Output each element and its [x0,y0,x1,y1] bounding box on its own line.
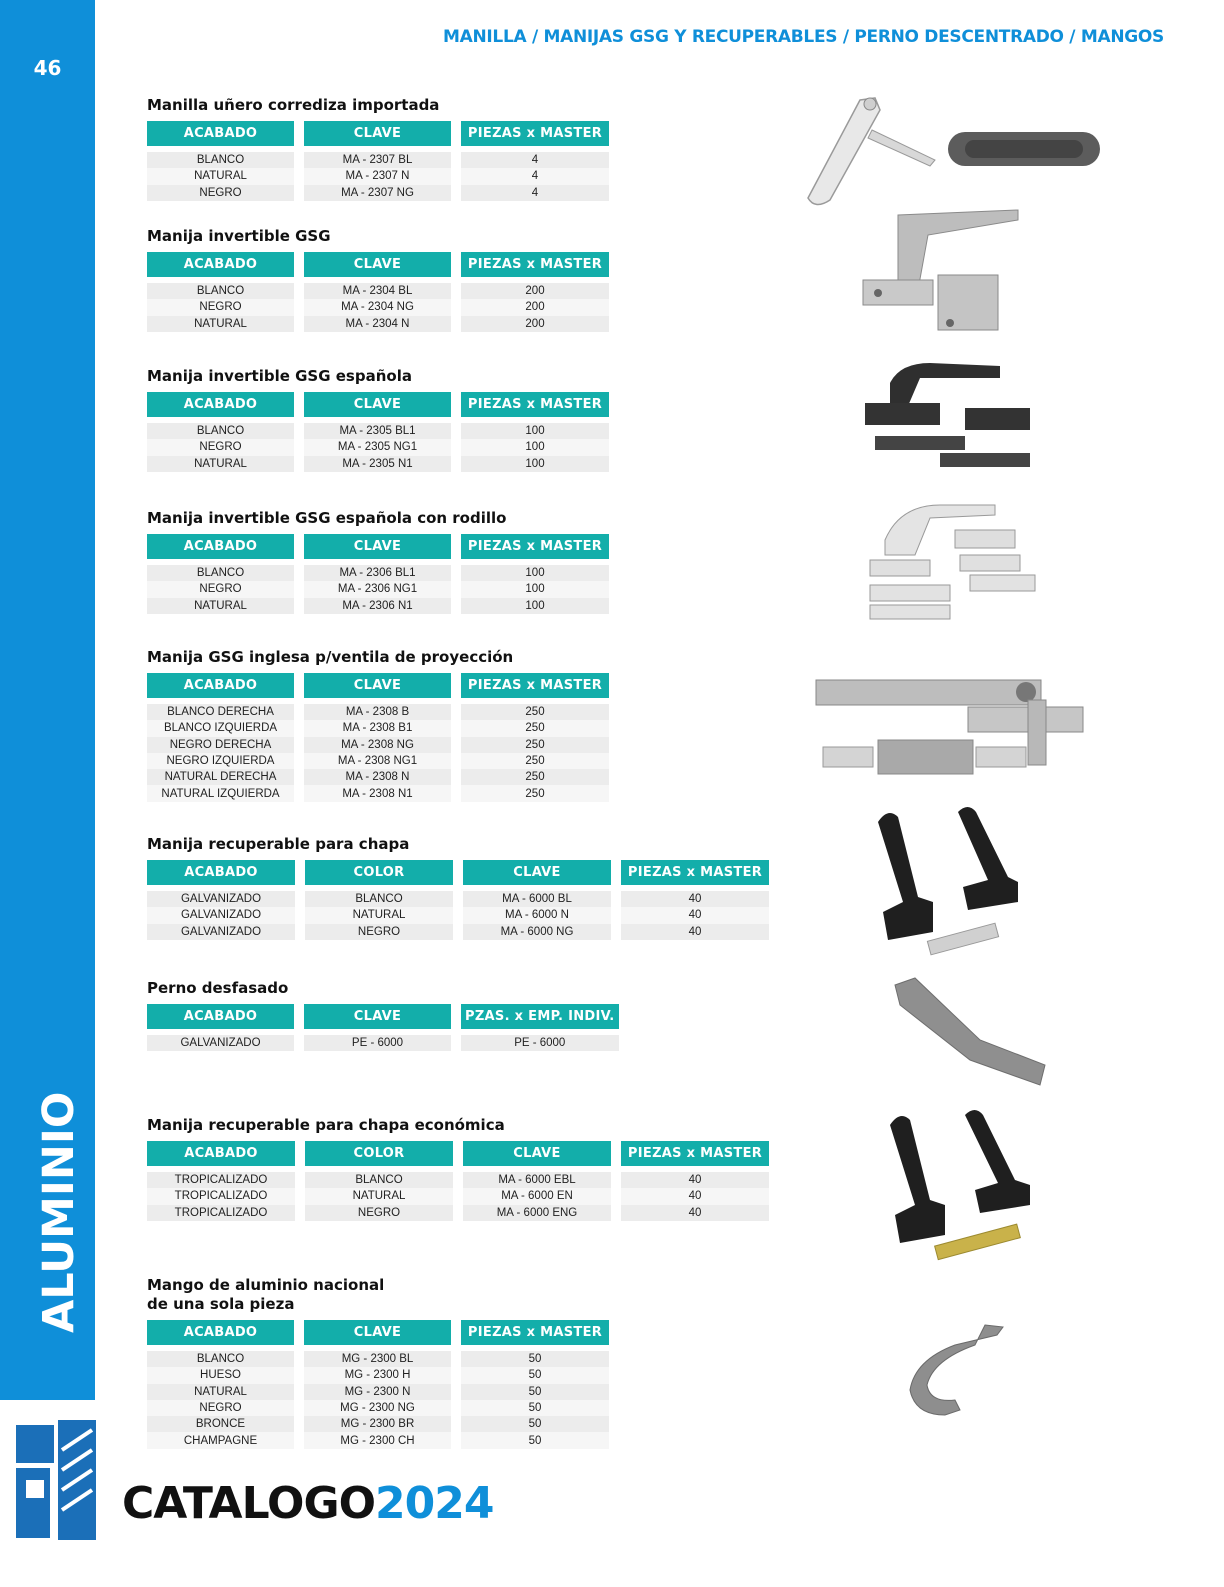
table-header-row [147,860,769,885]
table-cell: GALVANIZADO [147,891,295,907]
product-image-perno [880,970,1060,1095]
table-cell: BRONCE [147,1416,294,1432]
table-cell: 50 [461,1367,609,1383]
table-cell: MG - 2300 BR [304,1416,451,1432]
column-header: CLAVE [304,673,451,698]
spec-table [137,860,779,940]
table-row [147,769,609,785]
section-title: Manija invertible GSG española [147,367,412,385]
table-cell: 40 [621,1205,769,1221]
table-cell: MA - 2308 NG1 [304,753,451,769]
catalog-title [122,1478,493,1529]
table-row [147,581,609,597]
table-cell: GALVANIZADO [147,1035,294,1051]
table-cell: NATURAL [305,1188,453,1204]
table-row [147,283,609,299]
table-cell: 100 [461,581,609,597]
section-title: Perno desfasado [147,979,289,997]
catalog-brand: CATALOGO [122,1478,375,1529]
product-image-gsg [858,205,1038,345]
column-header: CLAVE [304,121,451,146]
spec-table [137,121,619,201]
column-header: PIEZAS x MASTER [461,252,609,277]
column-header: ACABADO [147,1320,294,1345]
table-cell: 50 [461,1351,609,1367]
product-image-recuperable-chapa [868,802,1038,962]
table-cell: MA - 2304 N [304,316,451,332]
table-row [147,299,609,315]
column-header: PZAS. x EMP. INDIV. [461,1004,619,1029]
table-cell: BLANCO IZQUIERDA [147,720,294,736]
spec-table [137,392,619,472]
table-cell: 250 [461,737,609,753]
table-cell: 200 [461,316,609,332]
table-cell: MA - 2308 B [304,704,451,720]
spec-table [137,1141,779,1221]
table-cell: BLANCO [305,1172,453,1188]
table-row [147,423,609,439]
page-header: MANILLA / MANIJAS GSG Y RECUPERABLES / PERNO DESCENTRADO / MANGOS [442,27,1164,47]
table-row [147,924,769,940]
table-row [147,785,609,801]
product-section [147,509,619,614]
table-cell: GALVANIZADO [147,924,295,940]
section-title: Manija GSG inglesa p/ventila de proyección [147,648,514,666]
table-cell: MG - 2300 H [304,1367,451,1383]
table-cell: MA - 2308 B1 [304,720,451,736]
table-header-row [147,121,609,146]
table-cell: 250 [461,785,609,801]
table-cell: MG - 2300 BL [304,1351,451,1367]
column-header: CLAVE [304,534,451,559]
table-cell: MG - 2300 N [304,1384,451,1400]
column-header: PIEZAS x MASTER [461,534,609,559]
table-cell: TROPICALIZADO [147,1188,295,1204]
table-cell: NEGRO [147,581,294,597]
table-row [147,1367,609,1383]
table-cell: TROPICALIZADO [147,1205,295,1221]
table-cell: MA - 2304 BL [304,283,451,299]
table-cell: MA - 6000 NG [463,924,611,940]
table-row [147,907,769,923]
column-header: CLAVE [304,252,451,277]
table-row [147,598,609,614]
table-cell: 250 [461,769,609,785]
table-cell: BLANCO [305,891,453,907]
table-row [147,1205,769,1221]
column-header: ACABADO [147,673,294,698]
column-header: PIEZAS x MASTER [461,392,609,417]
column-header: ACABADO [147,121,294,146]
table-row [147,152,609,168]
section-title: Manija recuperable para chapa [147,835,410,853]
table-cell: MA - 2305 NG1 [304,439,451,455]
product-image-manilla-unero [800,90,1110,210]
table-cell: NEGRO [147,439,294,455]
table-cell: NATURAL [147,456,294,472]
table-cell: 40 [621,907,769,923]
table-header-row [147,1320,609,1345]
column-header: PIEZAS x MASTER [621,1141,769,1166]
table-row [147,1384,609,1400]
table-row [147,565,609,581]
table-cell: MA - 2307 NG [304,185,451,201]
column-header: ACABADO [147,1004,294,1029]
table-row [147,1416,609,1432]
column-header: PIEZAS x MASTER [621,860,769,885]
table-cell: NATURAL [305,907,453,923]
spec-table [137,252,619,332]
table-cell: MA - 2307 N [304,168,451,184]
table-cell: NEGRO [147,299,294,315]
column-header: CLAVE [304,392,451,417]
column-header: ACABADO [147,1141,295,1166]
table-cell: 100 [461,456,609,472]
table-cell: 4 [461,168,609,184]
table-cell: 50 [461,1400,609,1416]
catalog-year: 2024 [374,1478,494,1529]
table-cell: 250 [461,704,609,720]
column-header: COLOR [305,1141,453,1166]
table-cell: MA - 2305 N1 [304,456,451,472]
table-cell: NEGRO DERECHA [147,737,294,753]
product-section [147,648,619,802]
table-cell: MG - 2300 CH [304,1432,451,1448]
table-cell: 100 [461,439,609,455]
product-section [147,96,619,201]
brand-logo [16,1420,96,1540]
table-cell: MA - 2306 NG1 [304,581,451,597]
table-cell: MA - 2304 NG [304,299,451,315]
column-header: ACABADO [147,252,294,277]
table-cell: BLANCO [147,152,294,168]
table-cell: MA - 6000 EN [463,1188,611,1204]
table-cell: MA - 2308 N1 [304,785,451,801]
table-row [147,1188,769,1204]
table-cell: NATURAL [147,168,294,184]
table-cell: HUESO [147,1367,294,1383]
table-cell: BLANCO [147,1351,294,1367]
table-cell: 250 [461,753,609,769]
table-cell: NATURAL IZQUIERDA [147,785,294,801]
product-section [147,227,619,332]
product-image-recuperable-economica [880,1105,1050,1265]
table-cell: NATURAL DERECHA [147,769,294,785]
column-header: CLAVE [463,860,611,885]
table-cell: BLANCO [147,565,294,581]
table-cell: NEGRO [305,924,453,940]
table-row [147,1351,609,1367]
spec-table [137,673,619,802]
table-row [147,737,609,753]
table-cell: 200 [461,299,609,315]
column-header: COLOR [305,860,453,885]
table-cell: PE - 6000 [304,1035,451,1051]
table-cell: 40 [621,1172,769,1188]
column-header: ACABADO [147,534,294,559]
table-header-row [147,534,609,559]
table-cell: MA - 2305 BL1 [304,423,451,439]
table-header-row [147,392,609,417]
table-cell: TROPICALIZADO [147,1172,295,1188]
table-cell: MA - 2306 BL1 [304,565,451,581]
table-cell: 50 [461,1432,609,1448]
table-row [147,1035,619,1051]
table-header-row [147,673,609,698]
column-header: PIEZAS x MASTER [461,121,609,146]
side-label-text: ALUMINIO [34,1091,84,1333]
column-header: ACABADO [147,392,294,417]
table-cell: CHAMPAGNE [147,1432,294,1448]
table-cell: MA - 6000 ENG [463,1205,611,1221]
table-cell: MA - 2308 NG [304,737,451,753]
table-cell: NATURAL [147,316,294,332]
table-cell: NATURAL [147,598,294,614]
column-header: PIEZAS x MASTER [461,673,609,698]
table-row [147,720,609,736]
table-cell: BLANCO [147,283,294,299]
table-cell: 40 [621,1188,769,1204]
column-header: ACABADO [147,860,295,885]
table-row [147,1172,769,1188]
table-cell: MA - 6000 EBL [463,1172,611,1188]
section-title: Manija recuperable para chapa económica [147,1116,505,1134]
section-title: Manija invertible GSG española con rodillo [147,509,507,527]
table-cell: 4 [461,185,609,201]
table-cell: PE - 6000 [461,1035,619,1051]
table-cell: BLANCO DERECHA [147,704,294,720]
table-row [147,753,609,769]
section-title: Mango de aluminio nacional de una sola pieza [147,1276,385,1313]
section-title: Manija invertible GSG [147,227,331,245]
table-row [147,1432,609,1448]
table-cell: NEGRO IZQUIERDA [147,753,294,769]
table-cell: 250 [461,720,609,736]
table-row [147,185,609,201]
table-cell: BLANCO [147,423,294,439]
product-image-gsg-inglesa [808,672,1093,787]
table-cell: NEGRO [147,185,294,201]
table-row [147,456,609,472]
table-row [147,704,609,720]
table-cell: 50 [461,1384,609,1400]
table-cell: MA - 6000 N [463,907,611,923]
product-image-mango [885,1315,1015,1425]
table-cell: 100 [461,565,609,581]
product-section [147,1116,779,1221]
table-row [147,168,609,184]
table-cell: NATURAL [147,1384,294,1400]
column-header: CLAVE [304,1320,451,1345]
column-header: CLAVE [463,1141,611,1166]
column-header: CLAVE [304,1004,451,1029]
table-cell: MA - 2308 N [304,769,451,785]
column-header: PIEZAS x MASTER [461,1320,609,1345]
table-cell: MA - 2307 BL [304,152,451,168]
table-cell: 100 [461,423,609,439]
table-row [147,1400,609,1416]
table-header-row [147,1004,619,1029]
table-cell: MA - 6000 BL [463,891,611,907]
table-header-row [147,252,609,277]
spec-table [137,1004,629,1051]
table-cell: NEGRO [147,1400,294,1416]
table-row [147,891,769,907]
table-cell: NEGRO [305,1205,453,1221]
spec-table [137,1320,619,1449]
table-cell: MA - 2306 N1 [304,598,451,614]
table-cell: 40 [621,924,769,940]
table-cell: 200 [461,283,609,299]
table-cell: MG - 2300 NG [304,1400,451,1416]
table-cell: 40 [621,891,769,907]
product-section [147,835,779,940]
table-cell: GALVANIZADO [147,907,295,923]
table-cell: 50 [461,1416,609,1432]
product-image-gsg-espanola [860,358,1040,478]
table-cell: 100 [461,598,609,614]
product-section [147,1276,619,1449]
page-number: 46 [33,56,62,80]
table-cell: 4 [461,152,609,168]
section-title: Manilla uñero corrediza importada [147,96,440,114]
table-row [147,439,609,455]
product-section [147,367,619,472]
table-row [147,316,609,332]
table-header-row [147,1141,769,1166]
spec-table [137,534,619,614]
product-section [147,979,629,1051]
product-image-gsg-rodillo [860,500,1040,625]
